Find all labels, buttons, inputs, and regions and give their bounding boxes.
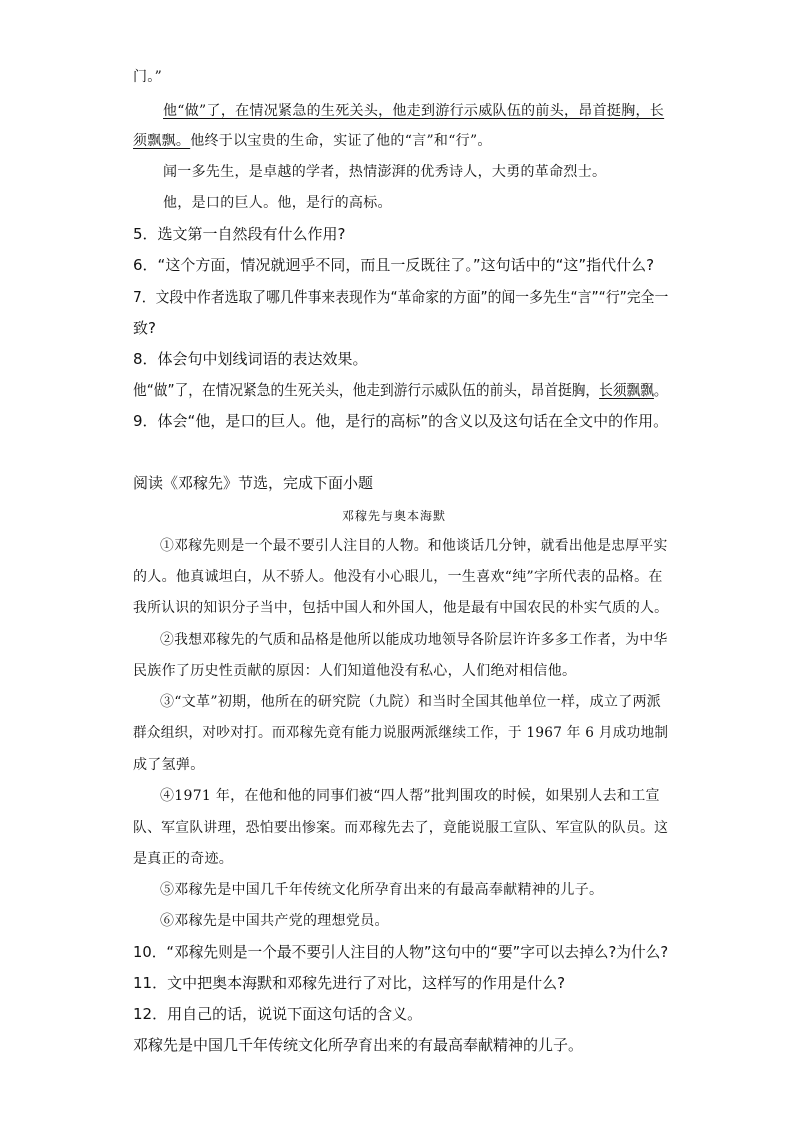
paragraph-2-cont: 民族作了历史性贡献的原因：人们知道他没有私心，人们绝对相信他。 (133, 663, 577, 679)
underlined-phrase: 须飘飘。 (133, 133, 191, 149)
question-12-sentence: 邓稼先是中国几千年传统文化所孕育出来的有最高奉献精神的儿子。 (133, 1036, 584, 1054)
text-line: 他，是口的巨人。他，是行的高标。 (163, 195, 392, 211)
question-6: 6．“这个方面，情况就迥乎不同，而且一反既往了。”这句话中的“这”指代什么? (133, 256, 655, 274)
text-line (133, 130, 492, 150)
question-9: 9．体会“他，是口的巨人。他，是行的高标”的含义以及这句话在全文中的作用。 (133, 412, 669, 430)
passage-title: 邓稼先与奥本海默 (342, 509, 447, 523)
question-8-sentence (133, 379, 668, 400)
paragraph-4-cont: 是真正的奇迹。 (133, 851, 234, 867)
paragraph-1-cont: 的人。他真诚坦白，从不骄人。他没有小心眼儿，一生喜欢“纯”字所代表的品格。在 (133, 569, 663, 585)
paragraph-3: ③“文革”初期，他所在的研究院（九院）和当时全国其他单位一样，成立了两派 (160, 694, 662, 710)
text-line: 闻一多先生，是卓越的学者，热情澎湃的优秀诗人，大勇的革命烈士。 (163, 164, 607, 180)
paragraph-5: ⑤邓稼先是中国几千年传统文化所孕育出来的有最高奉献精神的儿子。 (160, 882, 604, 898)
paragraph-2: ②我想邓稼先的气质和品格是他所以能成功地领导各阶层许许多多工作者，为中华 (160, 632, 668, 648)
question-7: 7．文段中作者选取了哪几件事来表现作为“革命家的方面”的闻一多先生“言”“行”完全一 (133, 288, 669, 306)
underlined-sentence: 他“做”了，在情况紧急的生死关头，他走到游行示威队伍的前头，昂首挺胸，长 (163, 103, 665, 119)
text-span: 他“做”了，在情况紧急的生死关头，他走到游行示威队伍的前头，昂首挺胸， (133, 381, 600, 399)
paragraph-1-cont: 我所认识的知识分子当中，包括中国人和外国人，他是最有中国农民的朴实气质的人。 (133, 600, 669, 616)
paragraph-6: ⑥邓稼先是中国共产党的理想党员。 (160, 913, 389, 929)
question-8: 8．体会句中划线词语的表达效果。 (133, 350, 368, 368)
question-10: 10．“邓稼先则是一个最不要引人注目的人物”这句中的“要”字可以去掉么?为什么? (133, 943, 669, 961)
question-11: 11．文中把奥本海默和邓稼先进行了对比，这样写的作用是什么? (133, 974, 566, 992)
question-7-cont: 致? (133, 319, 156, 337)
question-5: 5．选文第一自然段有什么作用? (133, 225, 346, 243)
paragraph-4-cont: 队、军宣队讲理，恐怕要出惨案。而邓稼先去了，竟能说服工宣队、军宣队的队员。这 (133, 820, 669, 836)
text-span: 。 (653, 381, 668, 399)
text-line: 门。” (133, 69, 163, 85)
reading-instruction: 阅读《邓稼先》节选，完成下面小题 (133, 474, 374, 492)
paragraph-3-cont: 群众组织，对吵对打。而邓稼先竟有能力说服两派继续工作，于 1967 年 6 月成功地制 (133, 725, 669, 741)
paragraph-1: ①邓稼先则是一个最不要引人注目的人物。和他谈话几分钟，就看出他是忠厚平实 (160, 538, 668, 554)
underlined-phrase: 长须飘飘 (599, 381, 654, 399)
question-12: 12．用自己的话，说说下面这句话的含义。 (133, 1005, 423, 1023)
paragraph-4: ④1971 年，在他和他的同事们被“四人帮”批判围攻的时候，如果别人去和工宣 (160, 788, 660, 804)
text-span: 他终于以宝贵的生命，实证了他的“言”和“行”。 (190, 133, 492, 149)
paragraph-3-cont: 成了氢弹。 (133, 757, 205, 773)
